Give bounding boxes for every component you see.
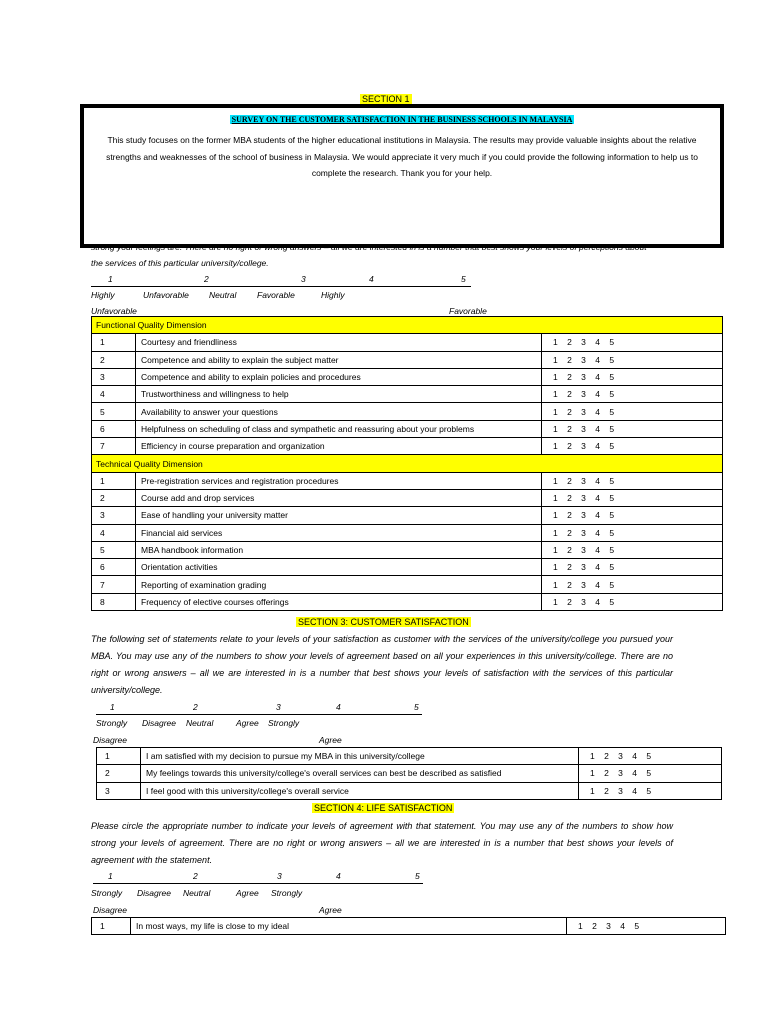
section4-scale-labels: Strongly Disagree Neutral Agree Strongly	[91, 888, 303, 898]
section3-scale-labels-row2: Disagree Agree	[93, 735, 342, 745]
section2-text-line1: strong your feelings are. There are no right or wrong answers – all we are interested in is a number that best shows your levels of perceptions about	[91, 242, 647, 252]
section3-paragraph: The following set of statements relate to your levels of your satisfaction as customer with the services of the university/college you pursued your MBA. You may use any of the numbers to show your levels of agreement based on all your experiences in this university/college. There are no right or wrong answers – all we are interested in is a number that best shows your levels of satisfaction with the services of this particular university/college.	[91, 634, 673, 695]
table-row: 1 Courtesy and friendliness 1 2 3 4 5	[92, 334, 723, 351]
table-row: 6 Helpfulness on scheduling of class and sympathetic and reassuring about your problems 1 2 3 4 5	[92, 420, 723, 437]
section3-scale-labels: Strongly Disagree Neutral Agree Strongly	[96, 718, 300, 728]
table-row: 7 Reporting of examination grading 1 2 3 4 5	[92, 576, 723, 593]
section2-scale-numbers: 1 2 3 4 5	[91, 274, 471, 287]
table-row: 1 In most ways, my life is close to my ideal 1 2 3 4 5	[92, 918, 726, 935]
intro-box	[80, 104, 724, 248]
table-row: 3 Competence and ability to explain policies and procedures 1 2 3 4 5	[92, 368, 723, 385]
section2-scale-labels-row2: Unfavorable Favorable	[91, 306, 487, 316]
table-row: 1 I am satisfied with my decision to pursue my MBA in this university/college 1 2 3 4 5	[97, 748, 722, 765]
section2-scale-labels: Highly Unfavorable Neutral Favorable Highly	[91, 290, 345, 300]
table-row: 3 I feel good with this university/college's overall service 1 2 3 4 5	[97, 782, 722, 799]
section4-scale-labels-row2: Disagree Agree	[93, 905, 342, 915]
intro-text: This study focuses on the former MBA students of the higher educational institutions in Malaysia. The results may provide valuable insights about the relative strengths and weaknesses of the school of business in Malaysia. We would appreciate it very much if you could provide the following information to help us to complete the research. Thank you for your help.	[106, 135, 698, 178]
table-row: 7 Efficiency in course preparation and organization 1 2 3 4 5	[92, 438, 723, 455]
survey-title: SURVEY ON THE CUSTOMER SATISFACTION IN THE BUSINESS SCHOOLS IN MALAYSIA	[231, 115, 573, 124]
section1-label: SECTION 1	[362, 94, 410, 104]
section3-title: SECTION 3: CUSTOMER SATISFACTION	[298, 617, 469, 627]
section4-paragraph: Please circle the appropriate number to indicate your levels of agreement with that statement. You may use any of the numbers to show how strong your levels of agreement. There are no right or wrong answers – all we are interested in is a number that best shows your levels of agreement with the statement.	[91, 821, 673, 865]
section3-table	[96, 747, 722, 800]
technical-header: Technical Quality Dimension	[92, 455, 723, 472]
section4-scale-numbers: 1 2 3 4 5	[93, 871, 423, 884]
table-row: 2 Course add and drop services 1 2 3 4 5	[92, 489, 723, 506]
table-row: 3 Ease of handling your university matter 1 2 3 4 5	[92, 507, 723, 524]
table-row: 5 Availability to answer your questions 1 2 3 4 5	[92, 403, 723, 420]
table-row: 2 Competence and ability to explain the subject matter 1 2 3 4 5	[92, 351, 723, 368]
table-row: 2 My feelings towards this university/college's overall services can best be described as satisfied 1 2 3 4 5	[97, 765, 722, 782]
table-row: 6 Orientation activities 1 2 3 4 5	[92, 559, 723, 576]
section3-scale-numbers: 1 2 3 4 5	[96, 702, 422, 715]
table-row: 8 Frequency of elective courses offerings 1 2 3 4 5	[92, 593, 723, 610]
section2-text-line2: the services of this particular university/college.	[91, 258, 269, 268]
section4-table	[91, 917, 726, 935]
table-row: 1 Pre-registration services and registration procedures 1 2 3 4 5	[92, 472, 723, 489]
table-row: 4 Financial aid services 1 2 3 4 5	[92, 524, 723, 541]
table-row: 4 Trustworthiness and willingness to help 1 2 3 4 5	[92, 386, 723, 403]
section4-title: SECTION 4: LIFE SATISFACTION	[314, 803, 453, 813]
table-row: 5 MBA handbook information 1 2 3 4 5	[92, 541, 723, 558]
functional-header: Functional Quality Dimension	[92, 317, 723, 334]
section2-table	[91, 316, 723, 611]
